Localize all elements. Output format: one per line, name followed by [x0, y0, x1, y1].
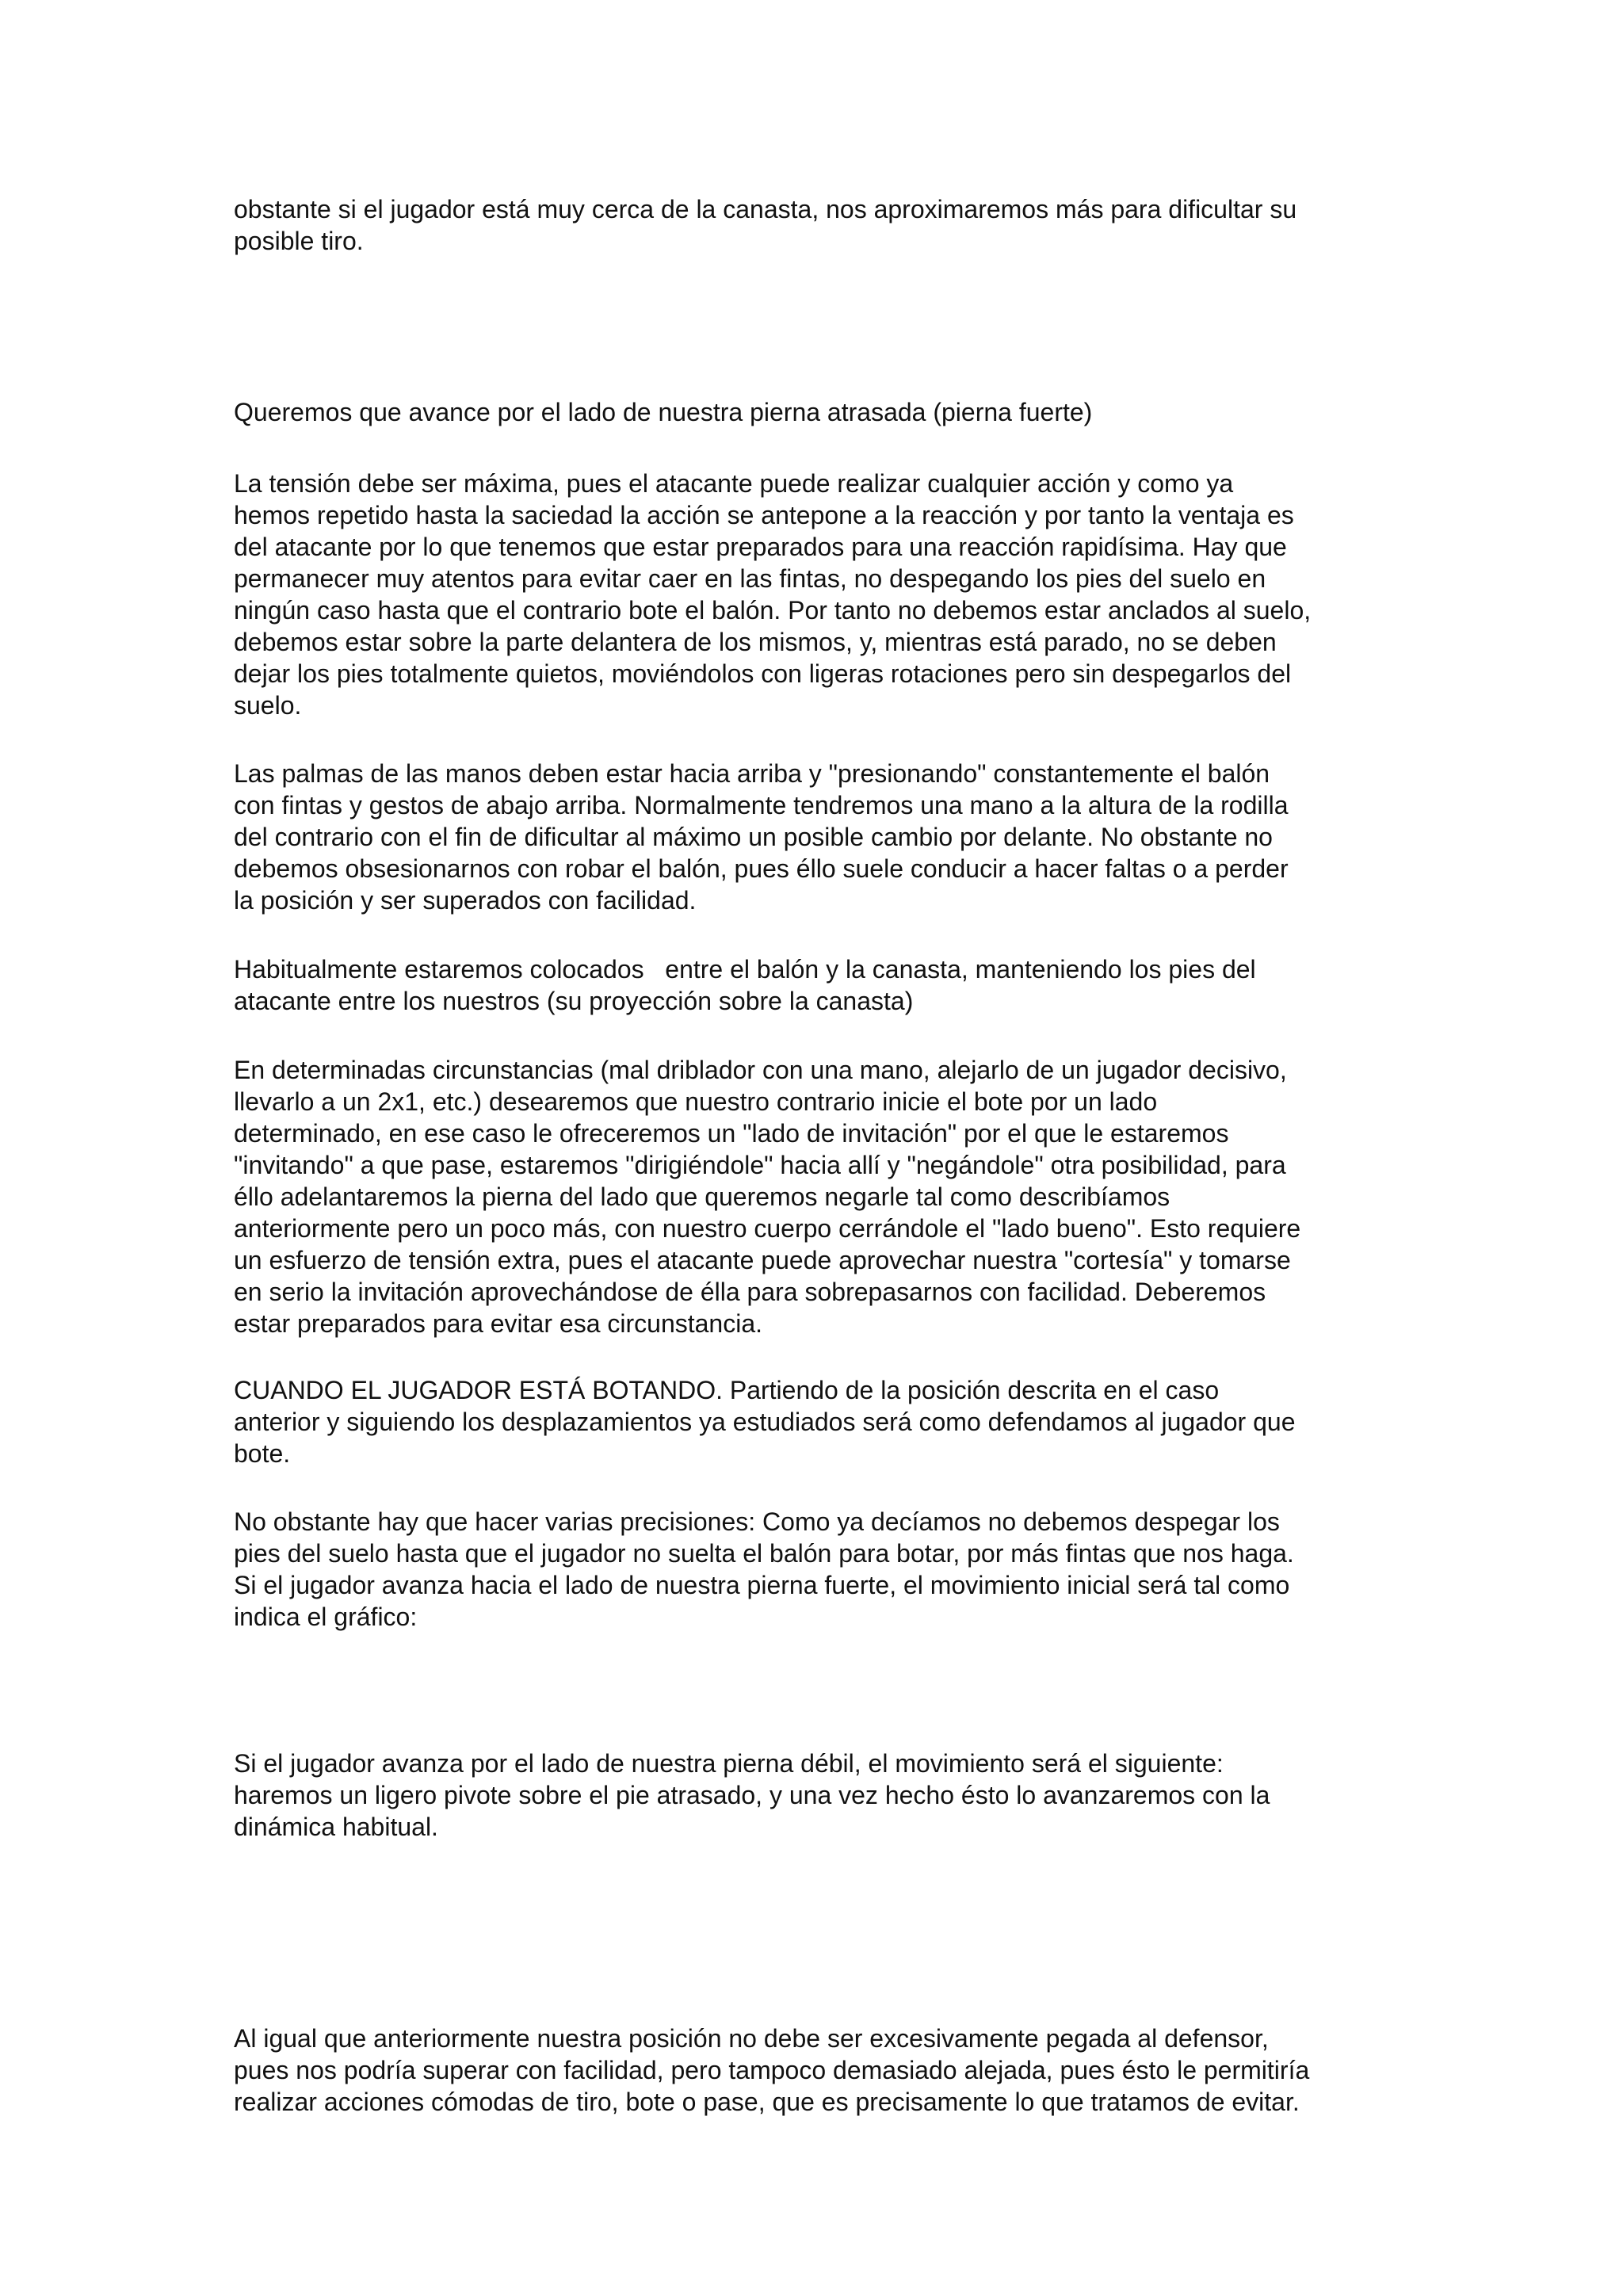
paragraph-10: [234, 2023, 1407, 2118]
text-line: "invitando" a que pase, estaremos "dirigiéndole" hacia allí y "negándole" otra posibilidad, para: [234, 1151, 1286, 1179]
text-line: determinado, en ese caso le ofreceremos un "lado de invitación" por el que le estaremos: [234, 1119, 1229, 1148]
text-line: Si el jugador avanza por el lado de nuestra pierna débil, el movimiento será el siguiente:: [234, 1749, 1224, 1778]
text-line: dinámica habitual.: [234, 1813, 438, 1841]
text-line: CUANDO EL JUGADOR ESTÁ BOTANDO. Partiendo de la posición descrita en el caso: [234, 1376, 1220, 1404]
text-line: debemos estar sobre la parte delantera de los mismos, y, mientras está parado, no se deben: [234, 628, 1277, 656]
text-line: hemos repetido hasta la saciedad la acción se antepone a la reacción y por tanto la ventaja es: [234, 501, 1294, 529]
text-line: No obstante hay que hacer varias precisiones: Como ya decíamos no debemos despegar los: [234, 1507, 1280, 1536]
paragraph-2: [234, 396, 1407, 428]
text-line: Habitualmente estaremos colocados entre el balón y la canasta, manteniendo los pies del: [234, 955, 1256, 984]
text-line: pies del suelo hasta que el jugador no suelta el balón para botar, por más fintas que nos haga.: [234, 1539, 1294, 1568]
text-line: pues nos podría superar con facilidad, pero tampoco demasiado alejada, pues ésto le permitiría: [234, 2056, 1310, 2084]
text-line: suelo.: [234, 691, 302, 720]
text-line: posible tiro.: [234, 227, 364, 255]
text-line: permanecer muy atentos para evitar caer en las fintas, no despegando los pies del suelo en: [234, 564, 1266, 593]
text-line: Si el jugador avanza hacia el lado de nuestra pierna fuerte, el movimiento inicial será tal como: [234, 1571, 1290, 1599]
paragraph-3: [234, 468, 1407, 721]
text-line: atacante entre los nuestros (su proyección sobre la canasta): [234, 987, 914, 1015]
text-line: estar preparados para evitar esa circunstancia.: [234, 1309, 763, 1338]
text-line: dejar los pies totalmente quietos, moviéndolos con ligeras rotaciones pero sin despegarlos del: [234, 659, 1292, 688]
text-line: Las palmas de las manos deben estar hacia arriba y "presionando" constantemente el balón: [234, 759, 1270, 788]
text-line: indica el gráfico:: [234, 1603, 418, 1631]
text-line: del contrario con el fin de dificultar al máximo un posible cambio por delante. No obstante no: [234, 823, 1273, 851]
text-line: un esfuerzo de tensión extra, pues el atacante puede aprovechar nuestra "cortesía" y tomarse: [234, 1246, 1291, 1274]
text-line: obstante si el jugador está muy cerca de la canasta, nos aproximaremos más para dificultar su: [234, 195, 1297, 223]
text-line: Queremos que avance por el lado de nuestra pierna atrasada (pierna fuerte): [234, 398, 1093, 426]
text-line: La tensión debe ser máxima, pues el atacante puede realizar cualquier acción y como ya: [234, 469, 1234, 498]
text-line: llevarlo a un 2x1, etc.) desearemos que nuestro contrario inicie el bote por un lado: [234, 1087, 1158, 1116]
paragraph-5: [234, 953, 1407, 1017]
paragraph-8: [234, 1506, 1407, 1633]
text-line: En determinadas circunstancias (mal driblador con una mano, alejarlo de un jugador decisivo,: [234, 1056, 1287, 1084]
text-line: anteriormente pero un poco más, con nuestro cuerpo cerrándole el "lado bueno". Esto requiere: [234, 1214, 1301, 1243]
paragraph-6: [234, 1054, 1407, 1339]
text-line: haremos un ligero pivote sobre el pie atrasado, y una vez hecho ésto lo avanzaremos con la: [234, 1781, 1270, 1809]
paragraph-1: [234, 193, 1407, 257]
text-line: con fintas y gestos de abajo arriba. Normalmente tendremos una mano a la altura de la rodilla: [234, 791, 1289, 819]
text-line: la posición y ser superados con facilidad.: [234, 886, 697, 915]
text-line: éllo adelantaremos la pierna del lado que queremos negarle tal como describíamos: [234, 1182, 1170, 1211]
text-line: del atacante por lo que tenemos que estar preparados para una reacción rapidísima. Hay que: [234, 533, 1287, 561]
text-line: bote.: [234, 1439, 291, 1468]
text-line: anterior y siguiendo los desplazamientos ya estudiados será como defendamos al jugador que: [234, 1408, 1296, 1436]
text-line: ningún caso hasta que el contrario bote el balón. Por tanto no debemos estar anclados al suelo,: [234, 596, 1312, 625]
paragraph-7: [234, 1374, 1407, 1469]
paragraph-4: [234, 758, 1407, 916]
paragraph-9: [234, 1748, 1407, 1843]
text-line: en serio la invitación aprovechándose de élla para sobrepasarnos con facilidad. Deberemos: [234, 1278, 1266, 1306]
text-line: debemos obsesionarnos con robar el balón, pues éllo suele conducir a hacer faltas o a perder: [234, 854, 1289, 883]
text-line: realizar acciones cómodas de tiro, bote o pase, que es precisamente lo que tratamos de evitar.: [234, 2088, 1300, 2116]
text-line: Al igual que anteriormente nuestra posición no debe ser excesivamente pegada al defensor,: [234, 2024, 1269, 2053]
